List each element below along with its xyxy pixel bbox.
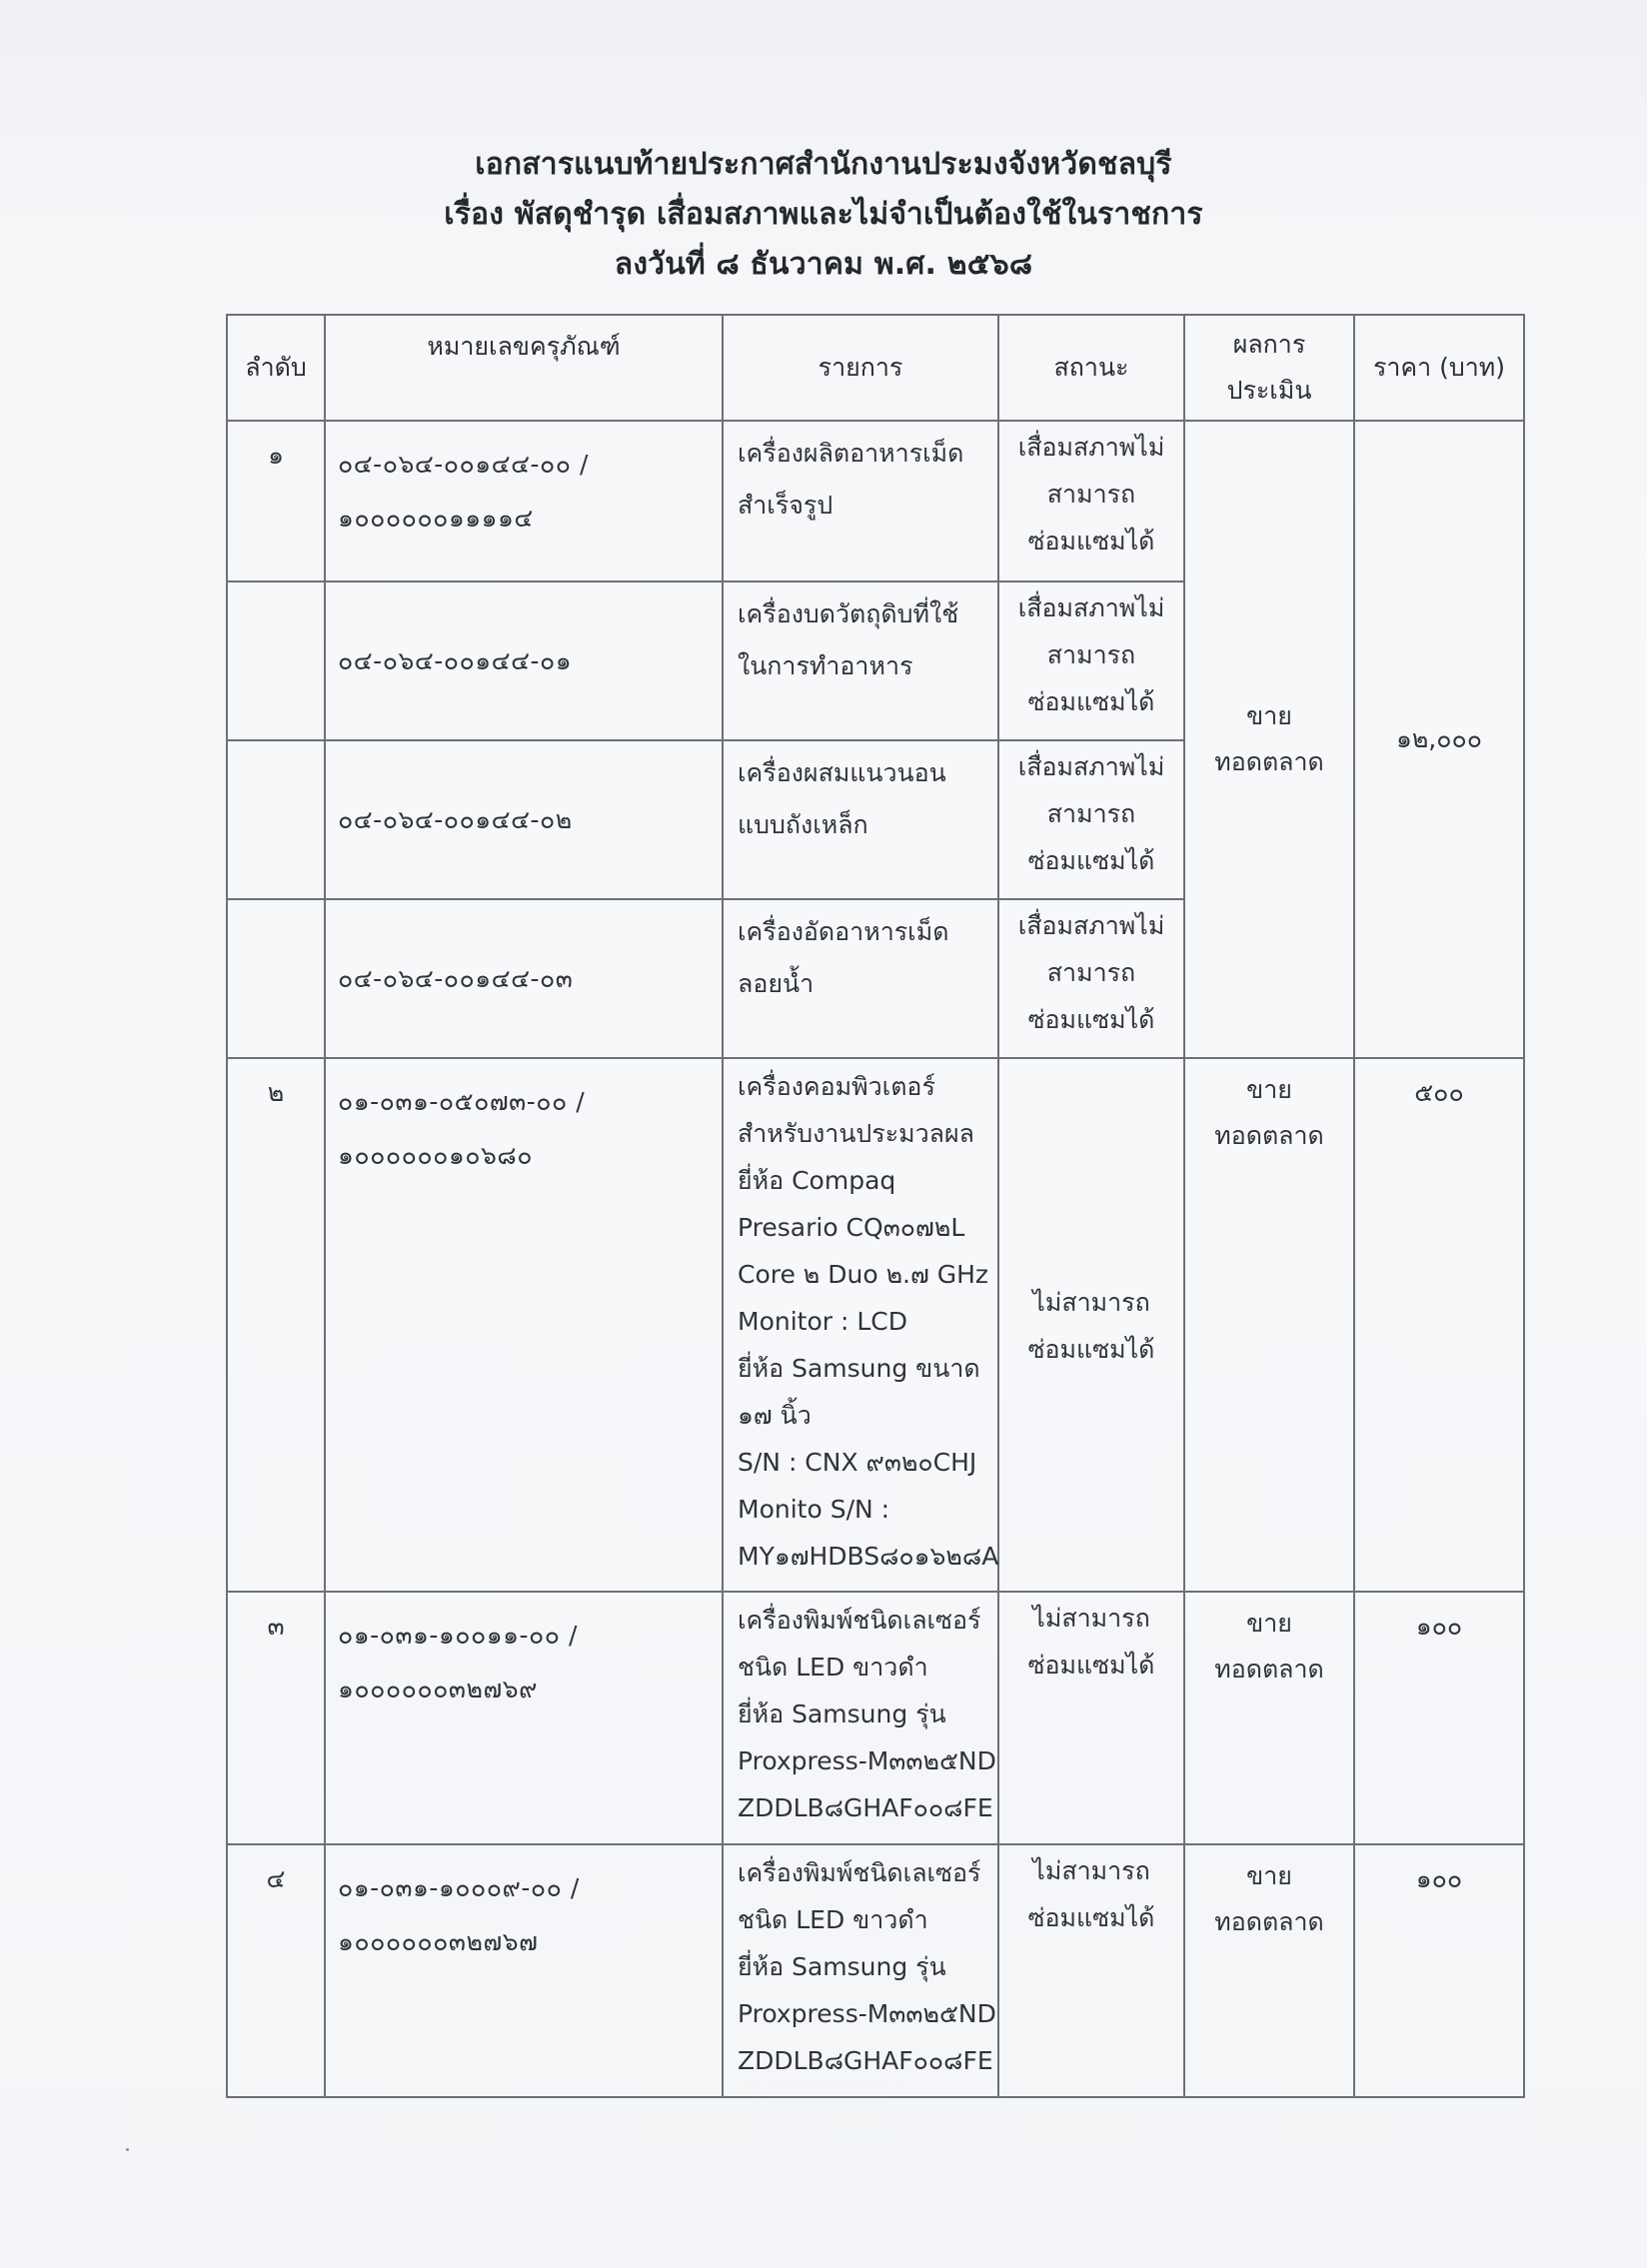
cell-seq: ๒ [227,1058,325,1592]
cell-seq [227,740,325,899]
item-line: ZDDLB๘GHAF๐๐๘FE [738,1793,993,1822]
cell-item [723,740,998,899]
item-line: ยี่ห้อ Samsung ขนาด [738,1354,980,1383]
item-line: สำหรับงานประมวลผล [738,1119,974,1148]
item-line: ยี่ห้อ Samsung รุ่น [738,1952,946,1981]
cell-code [325,1844,723,2097]
cell-status [998,1844,1184,2097]
cell-status [998,740,1184,899]
code-line: ๐๑-๐๓๑-๐๕๐๗๓-๐๐ / [338,1087,586,1116]
status-line: ซ่อมแซมได้ [1027,1335,1155,1364]
item-line: สำเร็จรูป [738,491,833,520]
column-header-seq: ลำดับ [227,315,325,421]
cell-price: ๑๐๐ [1354,1592,1524,1844]
cell-code [325,421,723,581]
item-line: ๑๗ นิ้ว [738,1401,812,1430]
cell-price: ๕๐๐ [1354,1058,1524,1592]
item-line: เครื่องผสมแนวนอน [738,758,946,787]
status-line: เสื่อมสภาพไม่ [1017,593,1165,622]
cell-seq [227,581,325,740]
code-line: ๐๑-๐๓๑-๑๐๐๑๑-๐๐ / [338,1621,578,1650]
item-line: เครื่องคอมพิวเตอร์ [738,1072,935,1101]
status-line: ไม่สามารถ [1032,1856,1150,1885]
cell-seq: ๓ [227,1592,325,1844]
cell-status [998,421,1184,581]
cell-result [1184,1844,1354,2097]
cell-item [723,581,998,740]
cell-result [1184,421,1354,1058]
result-line: ขาย [1246,1075,1292,1104]
code-line: ๑๐๐๐๐๐๐๑๑๑๑๔ [338,504,534,533]
table-row [227,1058,1524,1592]
status-line: ไม่สามารถ [1032,1604,1150,1633]
item-line: Proxpress-M๓๓๒๕ND [738,1999,996,2028]
code-line: ๐๑-๐๓๑-๑๐๐๐๙-๐๐ / [338,1873,580,1902]
cell-seq: ๔ [227,1844,325,2097]
header-subject: เรื่อง พัสดุชำรุด เสื่อมสภาพและไม่จำเป็นต้องใช้ในราชการ [444,197,1203,232]
document-header [0,140,1647,290]
cell-price: ๑๒,๐๐๐ [1354,421,1524,1058]
cell-status [998,1592,1184,1844]
table-header-row [227,315,1524,421]
cell-code: ๐๔-๐๖๔-๐๐๑๔๔-๐๓ [325,899,723,1058]
table-row [227,1844,1524,2097]
result-line: ทอดตลาด [1214,1655,1324,1684]
item-line: เครื่องผลิตอาหารเม็ด [738,439,964,468]
result-line: ทอดตลาด [1214,1907,1324,1936]
item-line: Monitor : LCD [738,1307,907,1336]
item-line: ชนิด LED ขาวดำ [738,1905,928,1934]
cell-code [325,1058,723,1592]
item-line: ยี่ห้อ Compaq [738,1166,896,1195]
cell-code: ๐๔-๐๖๔-๐๐๑๔๔-๐๒ [325,740,723,899]
scan-speck [126,2148,129,2151]
code-line: ๑๐๐๐๐๐๐๓๒๗๖๙ [338,1675,538,1703]
status-line: ซ่อมแซมได้ [1027,1651,1155,1680]
status-line: สามารถ [1046,480,1136,509]
table-row [227,1592,1524,1844]
status-line: ไม่สามารถ [1032,1288,1150,1317]
status-line: ซ่อมแซมได้ [1027,687,1155,716]
code-line: ๑๐๐๐๐๐๐๓๒๗๖๗ [338,1927,539,1956]
status-line: ซ่อมแซมได้ [1027,1005,1155,1034]
column-header-result-line1: ผลการ [1232,330,1306,359]
cell-item [723,1592,998,1844]
cell-item [723,421,998,581]
result-line: ขาย [1246,1861,1292,1890]
cell-item [723,899,998,1058]
cell-status [998,1058,1184,1592]
code-line: ๑๐๐๐๐๐๐๑๐๖๘๐ [338,1141,533,1170]
cell-code: ๐๔-๐๖๔-๐๐๑๔๔-๐๑ [325,581,723,740]
code-line: ๐๔-๐๖๔-๐๐๑๔๔-๐๐ / [338,450,589,479]
cell-seq [227,899,325,1058]
item-line: ในการทำอาหาร [738,651,913,680]
item-line: MY๑๗HDBS๘๐๑๖๒๘A [738,1542,999,1571]
result-line: ทอดตลาด [1214,1121,1324,1150]
item-line: ZDDLB๘GHAF๐๐๘FE [738,2046,993,2075]
status-line: สามารถ [1046,799,1136,828]
item-line: Proxpress-M๓๓๒๕ND [738,1746,996,1775]
status-line: เสื่อมสภาพไม่ [1017,911,1165,940]
status-line: ซ่อมแซมได้ [1027,1903,1155,1932]
status-line: ซ่อมแซมได้ [1027,527,1155,556]
table-row [227,421,1524,581]
status-line: สามารถ [1046,958,1136,987]
item-line: Monito S/N : [738,1495,890,1524]
cell-status [998,581,1184,740]
column-header-price: ราคา (บาท) [1354,315,1524,421]
header-title: เอกสารแนบท้ายประกาศสำนักงานประมงจังหวัดชลบุรี [475,147,1172,182]
status-line: เสื่อมสภาพไม่ [1017,433,1165,462]
cell-code [325,1592,723,1844]
item-line: Presario CQ๓๐๗๒L [738,1213,965,1242]
cell-status [998,899,1184,1058]
status-line: เสื่อมสภาพไม่ [1017,752,1165,781]
column-header-result [1184,315,1354,421]
cell-result [1184,1592,1354,1844]
cell-price: ๑๐๐ [1354,1844,1524,2097]
cell-result [1184,1058,1354,1592]
cell-seq: ๑ [227,421,325,581]
item-line: แบบถังเหล็ก [738,810,868,839]
column-header-result-line2: ประเมิน [1226,376,1312,405]
status-line: สามารถ [1046,640,1136,669]
item-line: เครื่องพิมพ์ชนิดเลเซอร์ [738,1858,981,1887]
column-header-item: รายการ [723,315,998,421]
item-line: Core ๒ Duo ๒.๗ GHz [738,1260,989,1289]
asset-table [226,314,1525,2098]
item-line: ชนิด LED ขาวดำ [738,1653,928,1682]
item-line: เครื่องพิมพ์ชนิดเลเซอร์ [738,1606,981,1635]
result-line: ทอดตลาด [1214,747,1324,776]
result-line: ขาย [1246,1609,1292,1638]
header-date: ลงวันที่ ๘ ธันวาคม พ.ศ. ๒๕๖๘ [614,247,1033,282]
item-line: S/N : CNX ๙๓๒๐CHJ [738,1448,977,1477]
result-line: ขาย [1246,701,1292,730]
item-line: เครื่องบดวัตถุดิบที่ใช้ [738,599,959,628]
item-line: ยี่ห้อ Samsung รุ่น [738,1700,946,1728]
cell-item [723,1058,998,1592]
item-line: เครื่องอัดอาหารเม็ด [738,917,949,946]
cell-item [723,1844,998,2097]
column-header-code: หมายเลขครุภัณฑ์ [325,315,723,421]
column-header-status: สถานะ [998,315,1184,421]
status-line: ซ่อมแซมได้ [1027,846,1155,875]
item-line: ลอยน้ำ [738,969,815,998]
